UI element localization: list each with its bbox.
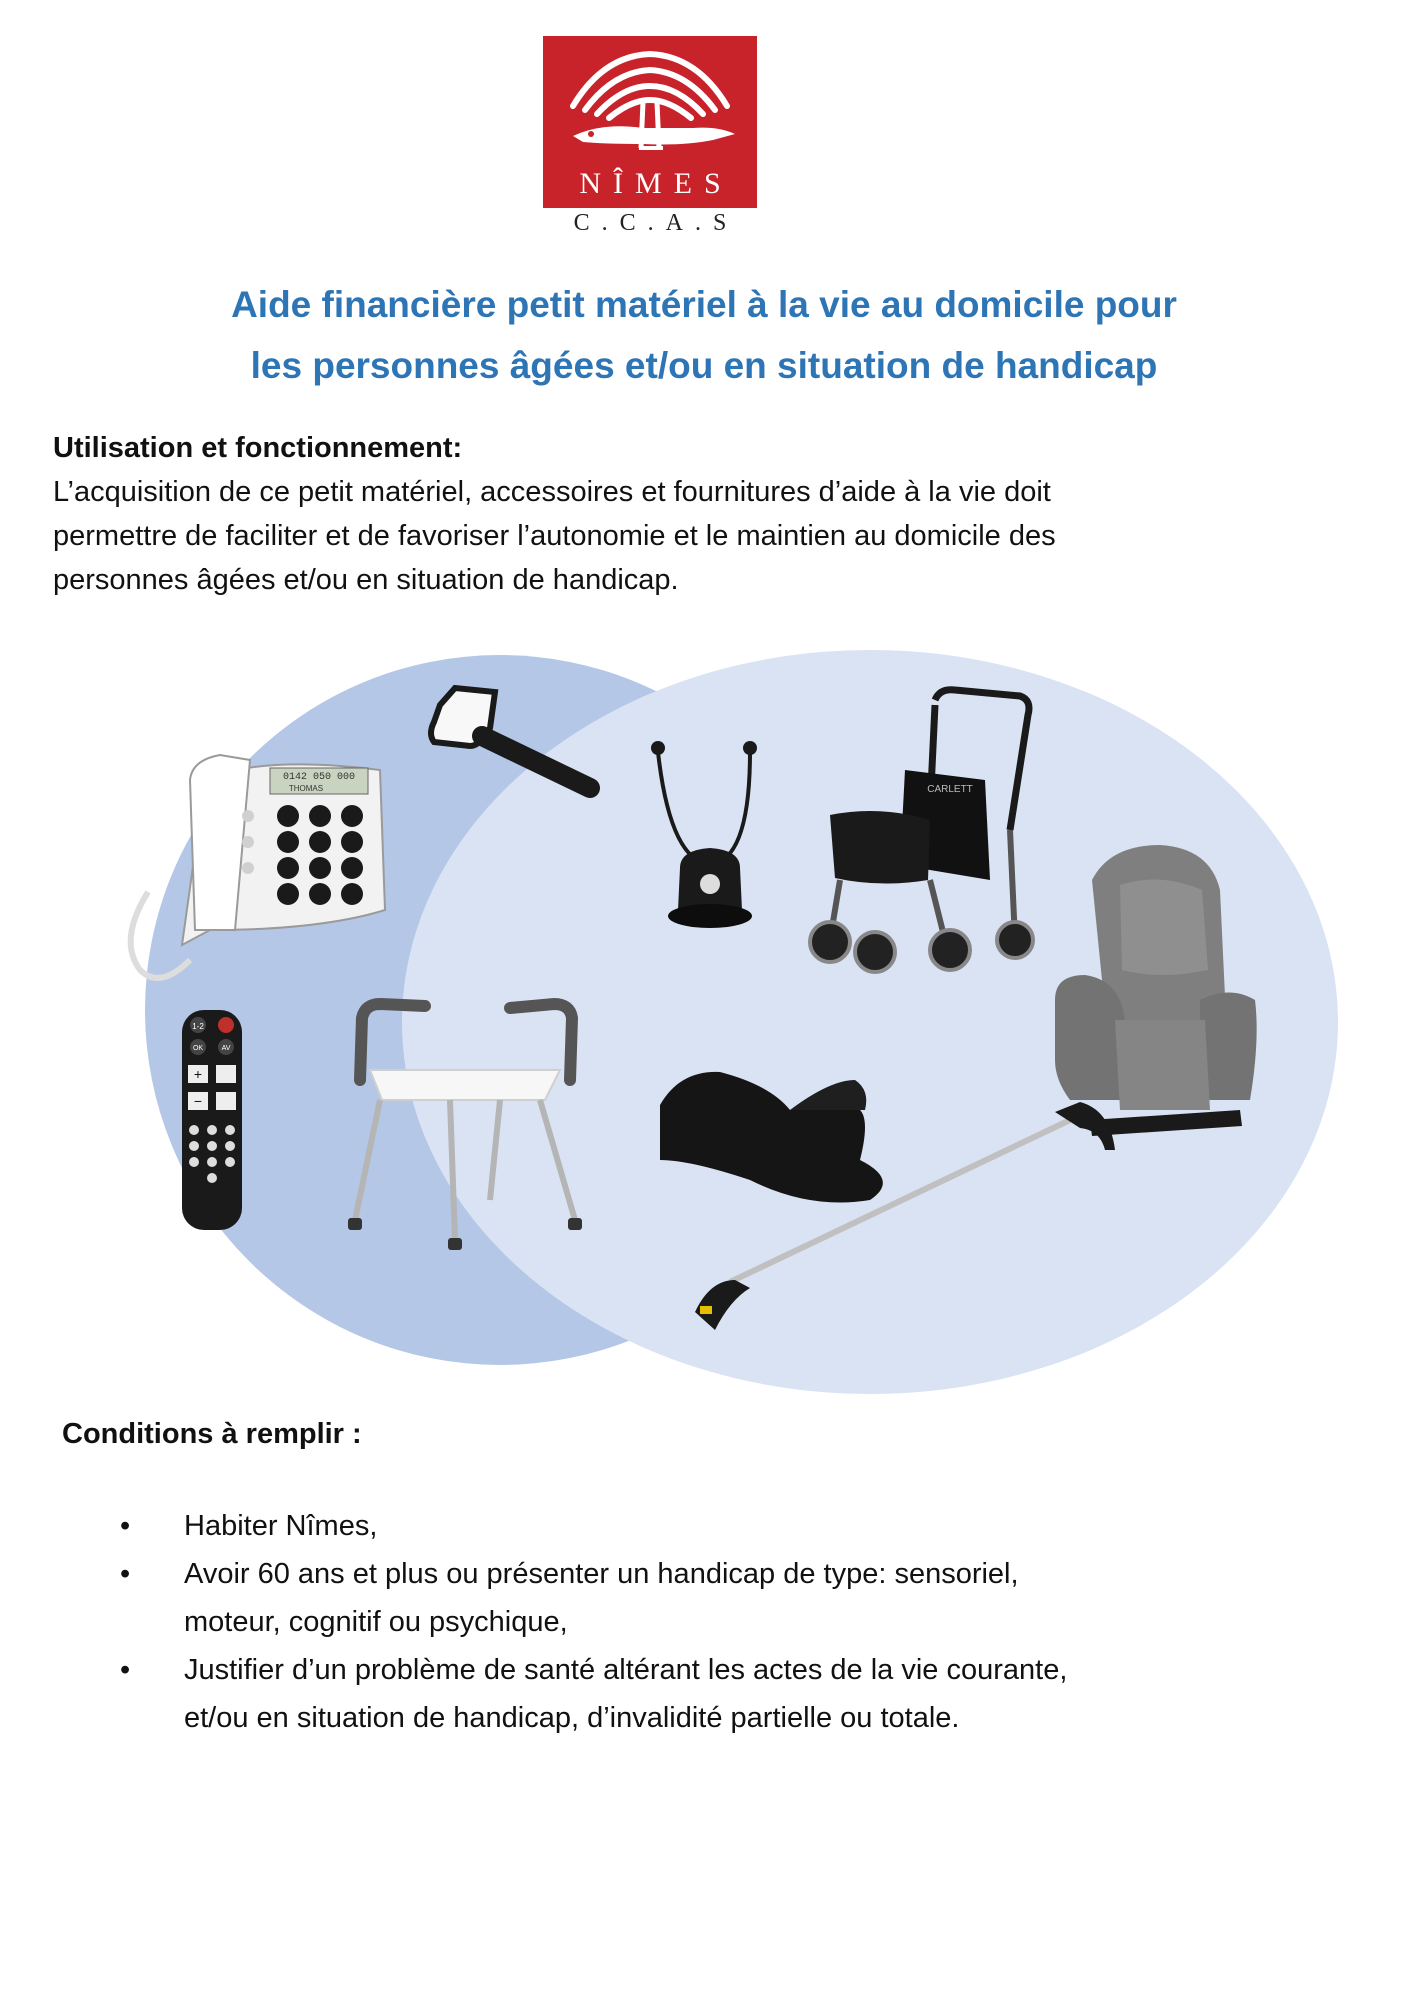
bullet-icon: • [120, 1654, 131, 1686]
conditions-list [120, 1502, 1300, 1742]
condition-line: Justifier d’un problème de santé altérant les actes de la vie courante, [184, 1654, 1068, 1686]
logo-subtitle: C.C.A.S [573, 210, 739, 236]
equipment-illustration [70, 640, 1340, 1400]
rollator-brand-text: CARLETT [927, 784, 973, 795]
remote-label: + [193, 1066, 203, 1082]
remote-label: 1-2 [192, 1022, 204, 1031]
bullet-icon: • [120, 1510, 131, 1542]
usage-line: personnes âgées et/ou en situation de handicap. [53, 564, 679, 596]
bullet-icon: • [120, 1558, 131, 1590]
title-line-1: Aide financière petit matériel à la vie au domicile pour [231, 284, 1177, 325]
phone-display-text: 0142 050 000 [282, 772, 356, 783]
condition-line: Avoir 60 ans et plus ou présenter un handicap de type: sensoriel, [184, 1558, 1019, 1590]
usage-line: permettre de faciliter et de favoriser l’autonomie et le maintien au domicile des [53, 520, 1056, 552]
phone-name-text: THOMAS [288, 784, 324, 793]
page-title [100, 274, 1308, 396]
conditions-heading: Conditions à remplir : [62, 1418, 362, 1450]
remote-control-icon [182, 1010, 242, 1230]
condition-line: moteur, cognitif ou psychique, [184, 1606, 568, 1638]
condition-item [120, 1502, 1300, 1550]
usage-line: L’acquisition de ce petit matériel, accessoires et fournitures d’aide à la vie doit [53, 476, 1051, 508]
condition-line: et/ou en situation de handicap, d’invalidité partielle ou totale. [184, 1702, 960, 1734]
condition-item [120, 1550, 1300, 1646]
palm-crocodile-emblem-icon [543, 36, 757, 166]
ccas-logo [543, 36, 757, 236]
title-line-2: les personnes âgées et/ou en situation de handicap [250, 345, 1158, 386]
remote-label: OK [192, 1045, 204, 1052]
usage-heading: Utilisation et fonctionnement: [53, 432, 463, 464]
logo-name: NÎMES [579, 167, 733, 200]
remote-label: AV [221, 1045, 231, 1052]
usage-paragraph [53, 470, 1353, 602]
remote-label: − [193, 1093, 203, 1109]
condition-line: Habiter Nîmes, [184, 1510, 378, 1542]
condition-item [120, 1646, 1300, 1742]
